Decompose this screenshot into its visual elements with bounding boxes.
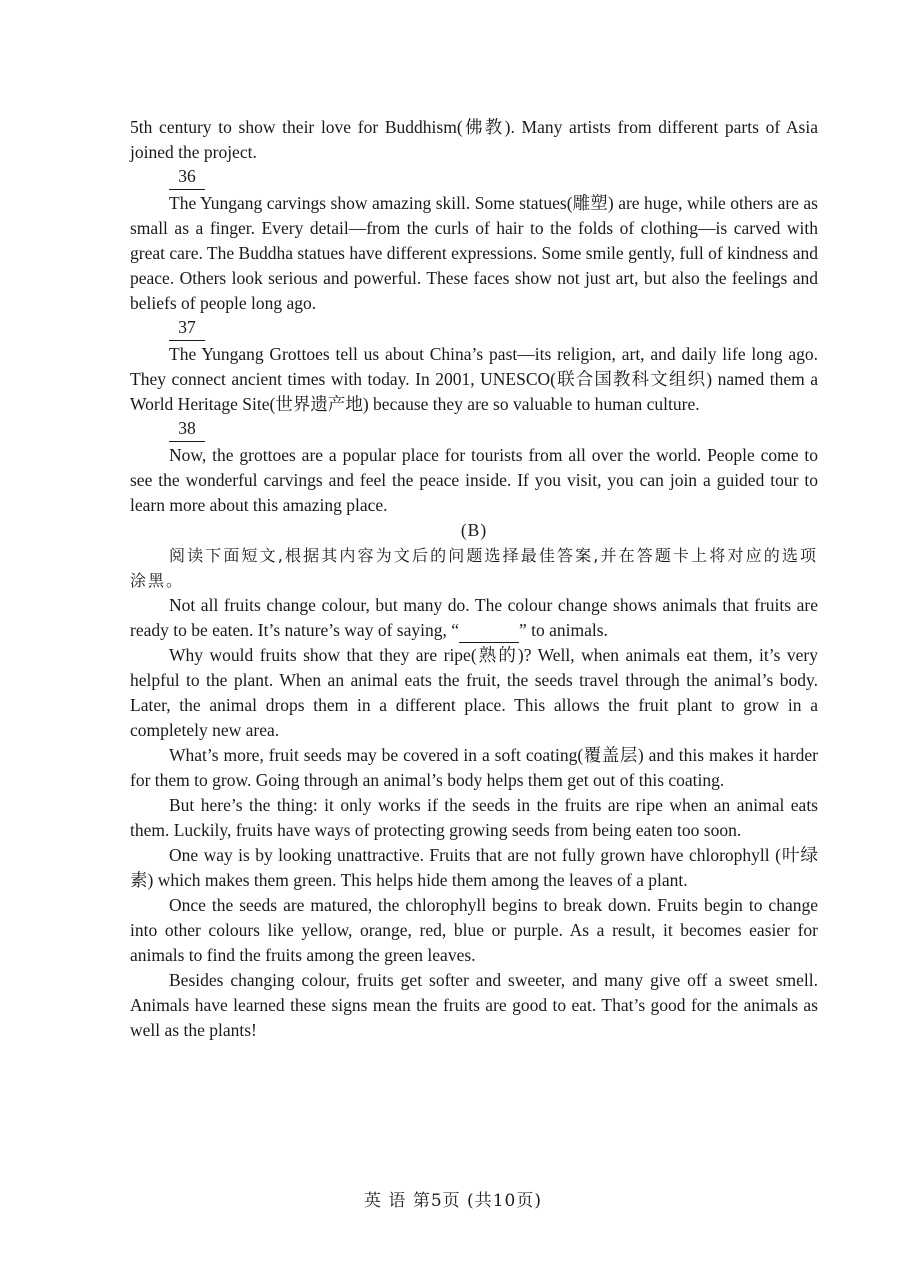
- page-content: [130, 115, 818, 1043]
- blank-36: 36: [169, 165, 205, 190]
- passage-a-intro-paragraph: 5th century to show their love for Buddhism(佛教). Many artists from different parts of Asia joined the project.: [130, 117, 818, 162]
- passage-b-paragraph-5: One way is by looking unattractive. Fruits that are not fully grown have chlorophyll (叶绿素) which makes them green. This helps hide them among the leaves of a plant.: [130, 845, 818, 890]
- passage-a-now-paragraph: Now, the grottoes are a popular place for tourists from all over the world. People come to see the wonderful carvings and feel the peace inside. If you visit, you can join a guided tour to learn more about this amazing place.: [130, 445, 818, 515]
- passage-b-paragraph-6: Once the seeds are matured, the chlorophyll begins to break down. Fruits begin to change into other colours like yellow, orange, red, blue or purple. As a result, it becomes easier for animals to find the fruits among the green leaves.: [130, 895, 818, 965]
- section-b-instruction: 阅读下面短文,根据其内容为文后的问题选择最佳答案,并在答题卡上将对应的选项涂黑。: [130, 546, 818, 590]
- paragraph-1-text-start: Not all fruits change colour, but many do. The colour change shows animals that fruits are ready to be eaten. It’s nature’s way of saying, “: [130, 595, 818, 640]
- passage-b-paragraph-7: Besides changing colour, fruits get softer and sweeter, and many give off a sweet smell. Animals have learned these signs mean the fruits are good to eat. That’s good for the animals as well as the plants!: [130, 970, 818, 1040]
- page-footer: 英 语 第5页 (共10页): [364, 1191, 542, 1211]
- passage-a-past-paragraph: The Yungang Grottoes tell us about China’s past—its religion, art, and daily life long ago. They connect ancient times with today. In 2001, UNESCO(联合国教科文组织) named them a World Heritage Site(世界遗产地) because they are so valuable to human culture.: [130, 344, 818, 414]
- blank-37: 37: [169, 316, 205, 341]
- passage-b-paragraph-2: Why would fruits show that they are ripe(熟的)? Well, when animals eat them, it’s very helpful to the plant. When an animal eats the fruit, the seeds travel through the animal’s body. Later, the animal drops them in a different place. This allows the fruit plant to grow in a completely new area.: [130, 645, 818, 740]
- passage-b-paragraph-3: What’s more, fruit seeds may be covered in a soft coating(覆盖层) and this makes it harder for them to grow. Going through an animal’s body helps them get out of this coating.: [130, 745, 818, 790]
- paragraph-1-text-end: ” to animals.: [518, 620, 608, 640]
- blank-38: 38: [169, 417, 205, 442]
- section-b-heading: (B): [460, 520, 488, 540]
- answer-blank-line: [459, 624, 519, 643]
- passage-a-carvings-paragraph: The Yungang carvings show amazing skill. Some statues(雕塑) are huge, while others are as small as a finger. Every detail—from the curls of hair to the folds of clothing—is carved with great care. The Buddha statues have different expressions. Some smile gently, full of kindness and peace. Others look serious and powerful. These faces show not just art, but also the feelings and beliefs of people long ago.: [130, 193, 818, 313]
- passage-b-paragraph-1: [130, 593, 818, 643]
- passage-b-paragraph-4: But here’s the thing: it only works if the seeds in the fruits are ripe when an animal eats them. Luckily, fruits have ways of protecting growing seeds from being eaten too soon.: [130, 795, 818, 840]
